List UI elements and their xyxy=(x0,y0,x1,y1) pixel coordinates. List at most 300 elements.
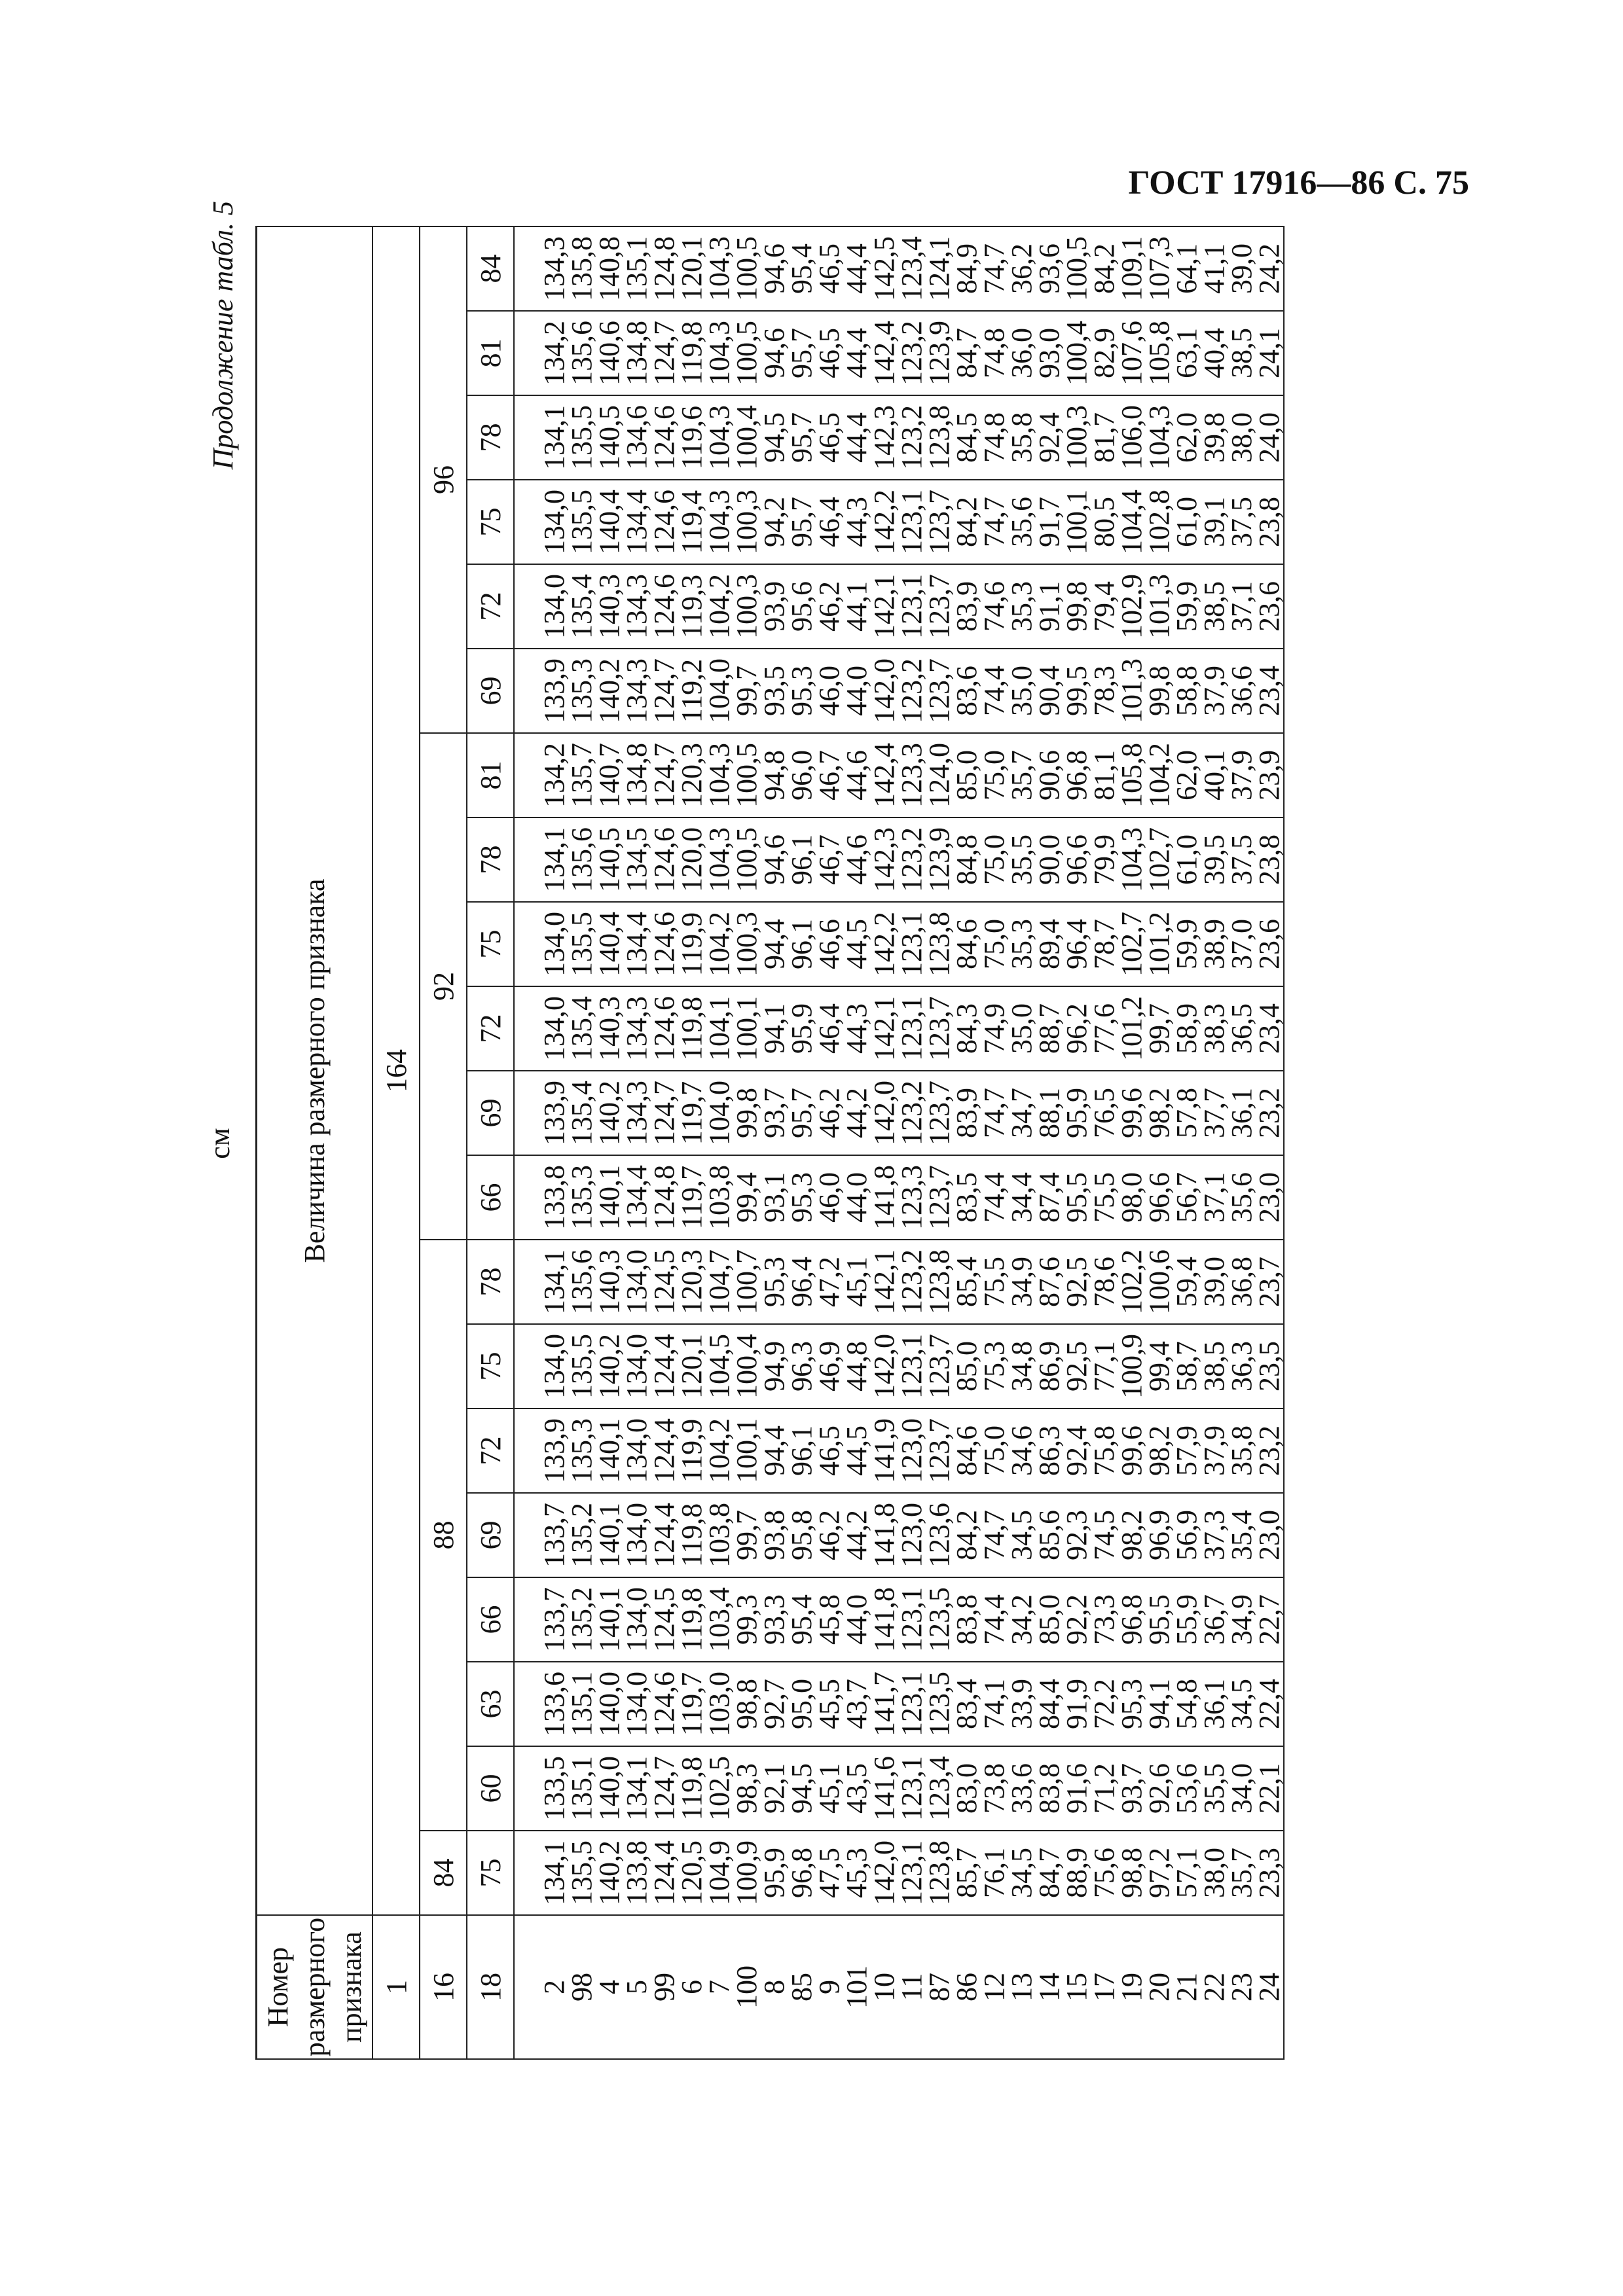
value-cell: 92,5 xyxy=(1063,1240,1091,1324)
value-cell: 34,9 xyxy=(1008,1240,1036,1324)
value-cell: 35,8 xyxy=(1008,395,1036,480)
value-cell: 43,5 xyxy=(843,1746,871,1831)
value-cell: 106,0 xyxy=(1118,395,1146,480)
row-number: 87 xyxy=(926,1915,953,2059)
table-row xyxy=(1118,226,1146,2059)
value-cell: 96,9 xyxy=(1146,1493,1173,1577)
value-cell: 96,1 xyxy=(788,902,816,986)
value-cell: 142,5 xyxy=(871,226,898,311)
value-cell: 63,1 xyxy=(1173,311,1201,395)
value-cell: 58,9 xyxy=(1173,986,1201,1071)
value-cell: 99,6 xyxy=(1118,1071,1146,1155)
value-cell: 140,1 xyxy=(596,1408,623,1493)
value-cell: 95,9 xyxy=(1063,1071,1091,1155)
value-cell: 44,4 xyxy=(843,395,871,480)
value-cell: 134,0 xyxy=(623,1662,651,1746)
value-cell: 95,7 xyxy=(788,480,816,564)
value-cell: 103,8 xyxy=(706,1493,733,1577)
value-cell: 135,4 xyxy=(568,986,596,1071)
group-84: 84 xyxy=(420,1831,467,1915)
value-cell: 99,8 xyxy=(1063,564,1091,649)
value-cell: 100,1 xyxy=(733,1408,761,1493)
value-cell: 123,0 xyxy=(898,1408,926,1493)
value-cell: 97,2 xyxy=(1146,1831,1173,1915)
value-cell: 124,7 xyxy=(651,649,678,733)
value-cell: 41,1 xyxy=(1201,226,1228,311)
value-cell: 123,2 xyxy=(898,1240,926,1324)
value-cell: 123,7 xyxy=(926,649,953,733)
value-cell: 23,4 xyxy=(1256,649,1284,733)
table-row xyxy=(541,226,568,2059)
spacer-cell xyxy=(514,733,541,817)
value-cell: 40,1 xyxy=(1201,733,1228,817)
value-cell: 124,7 xyxy=(651,1746,678,1831)
value-cell: 140,8 xyxy=(596,226,623,311)
spacer-cell xyxy=(514,986,541,1071)
value-cell: 35,7 xyxy=(1228,1831,1256,1915)
value-cell: 120,3 xyxy=(678,733,706,817)
spacer-cell xyxy=(514,817,541,902)
rowhead-sub1: 1 xyxy=(373,1915,420,2059)
group-92: 92 xyxy=(420,733,467,1240)
value-cell: 90,0 xyxy=(1036,817,1063,902)
value-cell: 104,5 xyxy=(706,1324,733,1408)
value-cell: 104,3 xyxy=(706,395,733,480)
value-cell: 141,8 xyxy=(871,1577,898,1662)
value-cell: 34,6 xyxy=(1008,1408,1036,1493)
value-cell: 75,0 xyxy=(981,733,1008,817)
value-cell: 100,5 xyxy=(733,226,761,311)
value-cell: 37,3 xyxy=(1201,1493,1228,1577)
column-header: 72 xyxy=(467,986,514,1071)
value-cell: 123,1 xyxy=(898,480,926,564)
value-cell: 124,0 xyxy=(926,733,953,817)
table-row xyxy=(568,226,596,2059)
value-cell: 37,0 xyxy=(1228,902,1256,986)
value-cell: 123,1 xyxy=(898,1746,926,1831)
table-row xyxy=(926,226,953,2059)
value-cell: 62,0 xyxy=(1173,733,1201,817)
value-cell: 84,8 xyxy=(953,817,981,902)
value-cell: 94,6 xyxy=(761,817,788,902)
value-cell: 38,5 xyxy=(1201,564,1228,649)
value-cell: 37,5 xyxy=(1228,480,1256,564)
value-cell: 134,0 xyxy=(623,1577,651,1662)
value-cell: 120,1 xyxy=(678,226,706,311)
value-cell: 123,9 xyxy=(926,817,953,902)
value-cell: 104,0 xyxy=(706,649,733,733)
value-cell: 83,8 xyxy=(953,1577,981,1662)
spacer-cell xyxy=(514,395,541,480)
value-cell: 134,5 xyxy=(623,817,651,902)
value-cell: 135,1 xyxy=(623,226,651,311)
value-cell: 93,5 xyxy=(761,649,788,733)
value-cell: 123,7 xyxy=(926,986,953,1071)
value-cell: 94,9 xyxy=(761,1324,788,1408)
value-cell: 34,7 xyxy=(1008,1071,1036,1155)
value-cell: 103,0 xyxy=(706,1662,733,1746)
value-cell: 123,1 xyxy=(898,1577,926,1662)
value-cell: 23,3 xyxy=(1256,1831,1284,1915)
value-cell: 96,2 xyxy=(1063,986,1091,1071)
value-cell: 133,7 xyxy=(541,1577,568,1662)
value-cell: 140,2 xyxy=(596,1071,623,1155)
value-cell: 44,0 xyxy=(843,1577,871,1662)
value-cell: 84,2 xyxy=(953,480,981,564)
value-cell: 124,4 xyxy=(651,1831,678,1915)
value-cell: 124,8 xyxy=(651,1155,678,1240)
value-cell: 119,8 xyxy=(678,986,706,1071)
value-cell: 91,9 xyxy=(1063,1662,1091,1746)
value-cell: 74,6 xyxy=(981,564,1008,649)
value-cell: 98,8 xyxy=(1118,1831,1146,1915)
value-cell: 82,9 xyxy=(1091,311,1118,395)
value-cell: 140,2 xyxy=(596,649,623,733)
value-cell: 134,4 xyxy=(623,1155,651,1240)
value-cell: 37,9 xyxy=(1201,649,1228,733)
column-header: 81 xyxy=(467,733,514,817)
value-cell: 36,3 xyxy=(1228,1324,1256,1408)
value-cell: 102,7 xyxy=(1118,902,1146,986)
value-cell: 95,8 xyxy=(788,1493,816,1577)
value-cell: 78,7 xyxy=(1091,902,1118,986)
value-cell: 140,2 xyxy=(596,1324,623,1408)
value-cell: 124,7 xyxy=(651,733,678,817)
value-cell: 39,1 xyxy=(1201,480,1228,564)
table-row xyxy=(843,226,871,2059)
column-header: 75 xyxy=(467,902,514,986)
value-cell: 99,5 xyxy=(1063,649,1091,733)
value-cell: 46,7 xyxy=(816,733,843,817)
value-cell: 105,8 xyxy=(1118,733,1146,817)
value-cell: 135,3 xyxy=(568,1408,596,1493)
value-cell: 74,8 xyxy=(981,395,1008,480)
value-cell: 109,1 xyxy=(1118,226,1146,311)
value-cell: 95,7 xyxy=(788,395,816,480)
value-cell: 44,3 xyxy=(843,986,871,1071)
spacer-cell xyxy=(514,1577,541,1662)
value-cell: 105,8 xyxy=(1146,311,1173,395)
column-header: 69 xyxy=(467,1071,514,1155)
value-cell: 84,7 xyxy=(1036,1831,1063,1915)
value-cell: 39,5 xyxy=(1201,817,1228,902)
row-number: 13 xyxy=(1008,1915,1036,2059)
value-cell: 37,1 xyxy=(1228,564,1256,649)
value-cell: 94,1 xyxy=(1146,1662,1173,1746)
value-cell: 100,3 xyxy=(733,564,761,649)
value-cell: 142,4 xyxy=(871,733,898,817)
row-number: 99 xyxy=(651,1915,678,2059)
value-cell: 73,8 xyxy=(981,1746,1008,1831)
value-cell: 23,2 xyxy=(1256,1408,1284,1493)
row-number: 17 xyxy=(1091,1915,1118,2059)
table-row xyxy=(788,226,816,2059)
value-cell: 22,4 xyxy=(1256,1662,1284,1746)
value-cell: 85,0 xyxy=(1036,1577,1063,1662)
value-cell: 134,0 xyxy=(623,1240,651,1324)
value-cell: 46,5 xyxy=(816,1408,843,1493)
value-cell: 103,4 xyxy=(706,1577,733,1662)
unit-label: см xyxy=(204,1128,236,1159)
value-cell: 124,7 xyxy=(651,1071,678,1155)
value-cell: 46,5 xyxy=(816,226,843,311)
spacer-cell xyxy=(514,1493,541,1577)
value-cell: 135,4 xyxy=(568,1071,596,1155)
value-cell: 119,2 xyxy=(678,649,706,733)
value-cell: 93,3 xyxy=(761,1577,788,1662)
value-cell: 46,2 xyxy=(816,1071,843,1155)
value-cell: 99,4 xyxy=(733,1155,761,1240)
row-number: 86 xyxy=(953,1915,981,2059)
value-cell: 123,1 xyxy=(898,1831,926,1915)
value-cell: 141,6 xyxy=(871,1746,898,1831)
value-cell: 135,2 xyxy=(568,1493,596,1577)
value-cell: 100,9 xyxy=(733,1831,761,1915)
table-row xyxy=(651,226,678,2059)
value-cell: 44,1 xyxy=(843,564,871,649)
value-cell: 74,7 xyxy=(981,226,1008,311)
row-number: 11 xyxy=(898,1915,926,2059)
spacer-cell xyxy=(514,1662,541,1746)
value-cell: 44,4 xyxy=(843,311,871,395)
value-cell: 124,5 xyxy=(651,1240,678,1324)
value-cell: 37,9 xyxy=(1228,733,1256,817)
value-cell: 104,3 xyxy=(706,480,733,564)
table-row xyxy=(898,226,926,2059)
value-cell: 98,2 xyxy=(1146,1071,1173,1155)
value-cell: 119,9 xyxy=(678,1408,706,1493)
value-cell: 102,5 xyxy=(706,1746,733,1831)
value-cell: 88,9 xyxy=(1063,1831,1091,1915)
value-cell: 135,5 xyxy=(568,395,596,480)
row-number: 5 xyxy=(623,1915,651,2059)
row-number: 12 xyxy=(981,1915,1008,2059)
row-number: 4 xyxy=(596,1915,623,2059)
value-cell: 98,3 xyxy=(733,1746,761,1831)
value-cell: 35,7 xyxy=(1008,733,1036,817)
value-cell: 74,7 xyxy=(981,480,1008,564)
value-cell: 74,8 xyxy=(981,311,1008,395)
value-cell: 120,1 xyxy=(678,1324,706,1408)
value-cell: 92,4 xyxy=(1036,395,1063,480)
value-cell: 100,4 xyxy=(733,1324,761,1408)
value-cell: 34,4 xyxy=(1008,1155,1036,1240)
spacer-cell xyxy=(514,1240,541,1324)
value-cell: 119,7 xyxy=(678,1662,706,1746)
value-cell: 44,2 xyxy=(843,1071,871,1155)
value-cell: 89,4 xyxy=(1036,902,1063,986)
value-cell: 94,5 xyxy=(788,1746,816,1831)
value-cell: 140,1 xyxy=(596,1155,623,1240)
value-cell: 38,0 xyxy=(1228,395,1256,480)
value-cell: 77,6 xyxy=(1091,986,1118,1071)
value-cell: 135,1 xyxy=(568,1662,596,1746)
value-cell: 74,7 xyxy=(981,1493,1008,1577)
row-number: 2 xyxy=(541,1915,568,2059)
value-cell: 34,5 xyxy=(1008,1493,1036,1577)
value-cell: 36,1 xyxy=(1228,1071,1256,1155)
value-cell: 119,9 xyxy=(678,902,706,986)
value-cell: 101,3 xyxy=(1118,649,1146,733)
feature-label: Величина размерного признака xyxy=(257,226,373,1915)
value-cell: 56,7 xyxy=(1173,1155,1201,1240)
value-cell: 45,1 xyxy=(816,1746,843,1831)
value-cell: 101,3 xyxy=(1146,564,1173,649)
value-cell: 95,6 xyxy=(788,564,816,649)
value-cell: 35,8 xyxy=(1228,1408,1256,1493)
value-cell: 46,4 xyxy=(816,986,843,1071)
value-cell: 88,7 xyxy=(1036,986,1063,1071)
rotated-table-block xyxy=(204,201,1486,2060)
value-cell: 74,4 xyxy=(981,1155,1008,1240)
value-cell: 99,8 xyxy=(733,1071,761,1155)
value-cell: 135,1 xyxy=(568,1746,596,1831)
row-number: 21 xyxy=(1173,1915,1201,2059)
value-cell: 96,4 xyxy=(788,1240,816,1324)
table-row xyxy=(1036,226,1063,2059)
value-cell: 94,2 xyxy=(761,480,788,564)
column-header: 72 xyxy=(467,564,514,649)
value-cell: 100,5 xyxy=(733,733,761,817)
table-row xyxy=(1091,226,1118,2059)
value-cell: 57,9 xyxy=(1173,1408,1201,1493)
value-cell: 135,6 xyxy=(568,1240,596,1324)
value-cell: 141,9 xyxy=(871,1408,898,1493)
value-cell: 40,4 xyxy=(1201,311,1228,395)
value-cell: 133,6 xyxy=(541,1662,568,1746)
column-header: 69 xyxy=(467,1493,514,1577)
value-cell: 34,5 xyxy=(1008,1831,1036,1915)
value-cell: 92,7 xyxy=(761,1662,788,1746)
value-cell: 100,4 xyxy=(733,395,761,480)
value-cell: 123,7 xyxy=(926,480,953,564)
value-cell: 107,6 xyxy=(1118,311,1146,395)
value-cell: 135,4 xyxy=(568,564,596,649)
value-cell: 94,6 xyxy=(761,311,788,395)
value-cell: 83,9 xyxy=(953,564,981,649)
value-cell: 99,7 xyxy=(733,1493,761,1577)
value-cell: 61,0 xyxy=(1173,480,1201,564)
value-cell: 36,0 xyxy=(1008,311,1036,395)
value-cell: 74,7 xyxy=(981,1071,1008,1155)
value-cell: 142,3 xyxy=(871,817,898,902)
value-cell: 58,8 xyxy=(1173,649,1201,733)
value-cell: 124,6 xyxy=(651,395,678,480)
column-header: 84 xyxy=(467,226,514,311)
value-cell: 36,5 xyxy=(1228,986,1256,1071)
value-cell: 123,8 xyxy=(926,902,953,986)
value-cell: 107,3 xyxy=(1146,226,1173,311)
value-cell: 133,7 xyxy=(541,1493,568,1577)
value-cell: 140,4 xyxy=(596,902,623,986)
value-cell: 123,2 xyxy=(898,1071,926,1155)
value-cell: 99,4 xyxy=(1146,1324,1173,1408)
value-cell: 83,0 xyxy=(953,1746,981,1831)
value-cell: 123,7 xyxy=(926,1155,953,1240)
value-cell: 91,6 xyxy=(1063,1746,1091,1831)
value-cell: 95,3 xyxy=(1118,1662,1146,1746)
column-header: 75 xyxy=(467,480,514,564)
value-cell: 57,1 xyxy=(1173,1831,1201,1915)
value-cell: 100,3 xyxy=(733,902,761,986)
value-cell: 36,7 xyxy=(1201,1577,1228,1662)
row-number: 98 xyxy=(568,1915,596,2059)
value-cell: 44,4 xyxy=(843,226,871,311)
value-cell: 85,7 xyxy=(953,1831,981,1915)
value-cell: 23,5 xyxy=(1256,1324,1284,1408)
value-cell: 123,2 xyxy=(898,311,926,395)
value-cell: 140,0 xyxy=(596,1662,623,1746)
value-cell: 133,9 xyxy=(541,649,568,733)
value-cell: 135,5 xyxy=(568,902,596,986)
value-cell: 62,0 xyxy=(1173,395,1201,480)
value-cell: 44,6 xyxy=(843,817,871,902)
value-cell: 39,0 xyxy=(1228,226,1256,311)
value-cell: 95,9 xyxy=(761,1831,788,1915)
value-cell: 96,1 xyxy=(788,817,816,902)
column-header: 63 xyxy=(467,1662,514,1746)
value-cell: 44,0 xyxy=(843,1155,871,1240)
value-cell: 123,7 xyxy=(926,1408,953,1493)
value-cell: 134,8 xyxy=(623,733,651,817)
value-cell: 90,6 xyxy=(1036,733,1063,817)
value-cell: 94,5 xyxy=(761,395,788,480)
row-number: 6 xyxy=(678,1915,706,2059)
value-cell: 96,6 xyxy=(1146,1155,1173,1240)
value-cell: 123,5 xyxy=(926,1577,953,1662)
value-cell: 36,1 xyxy=(1201,1662,1228,1746)
value-cell: 53,6 xyxy=(1173,1746,1201,1831)
value-cell: 120,0 xyxy=(678,817,706,902)
column-header: 69 xyxy=(467,649,514,733)
column-header: 78 xyxy=(467,817,514,902)
value-cell: 140,6 xyxy=(596,311,623,395)
value-cell: 119,7 xyxy=(678,1071,706,1155)
value-cell: 38,9 xyxy=(1201,902,1228,986)
value-cell: 44,8 xyxy=(843,1324,871,1408)
value-cell: 104,3 xyxy=(1118,817,1146,902)
value-cell: 72,2 xyxy=(1091,1662,1118,1746)
value-cell: 95,7 xyxy=(788,1071,816,1155)
value-cell: 142,0 xyxy=(871,1324,898,1408)
value-cell: 123,6 xyxy=(926,1493,953,1577)
value-cell: 124,1 xyxy=(926,226,953,311)
value-cell: 96,4 xyxy=(1063,902,1091,986)
value-cell: 92,6 xyxy=(1146,1746,1173,1831)
value-cell: 123,1 xyxy=(898,1324,926,1408)
value-cell: 34,0 xyxy=(1228,1746,1256,1831)
value-cell: 134,1 xyxy=(541,817,568,902)
value-cell: 140,3 xyxy=(596,986,623,1071)
value-cell: 124,7 xyxy=(651,311,678,395)
row-number: 20 xyxy=(1146,1915,1173,2059)
value-cell: 104,3 xyxy=(706,311,733,395)
value-cell: 123,7 xyxy=(926,564,953,649)
row-number: 8 xyxy=(761,1915,788,2059)
value-cell: 33,6 xyxy=(1008,1746,1036,1831)
value-cell: 123,3 xyxy=(898,1155,926,1240)
value-cell: 35,3 xyxy=(1008,564,1036,649)
value-cell: 75,0 xyxy=(981,1408,1008,1493)
spacer-cell xyxy=(514,1408,541,1493)
spacer-cell xyxy=(514,311,541,395)
row-number: 100 xyxy=(733,1915,761,2059)
group-96: 96 xyxy=(420,226,467,733)
column-header: 81 xyxy=(467,311,514,395)
value-cell: 123,8 xyxy=(926,1831,953,1915)
value-cell: 95,0 xyxy=(788,1662,816,1746)
value-cell: 99,3 xyxy=(733,1577,761,1662)
